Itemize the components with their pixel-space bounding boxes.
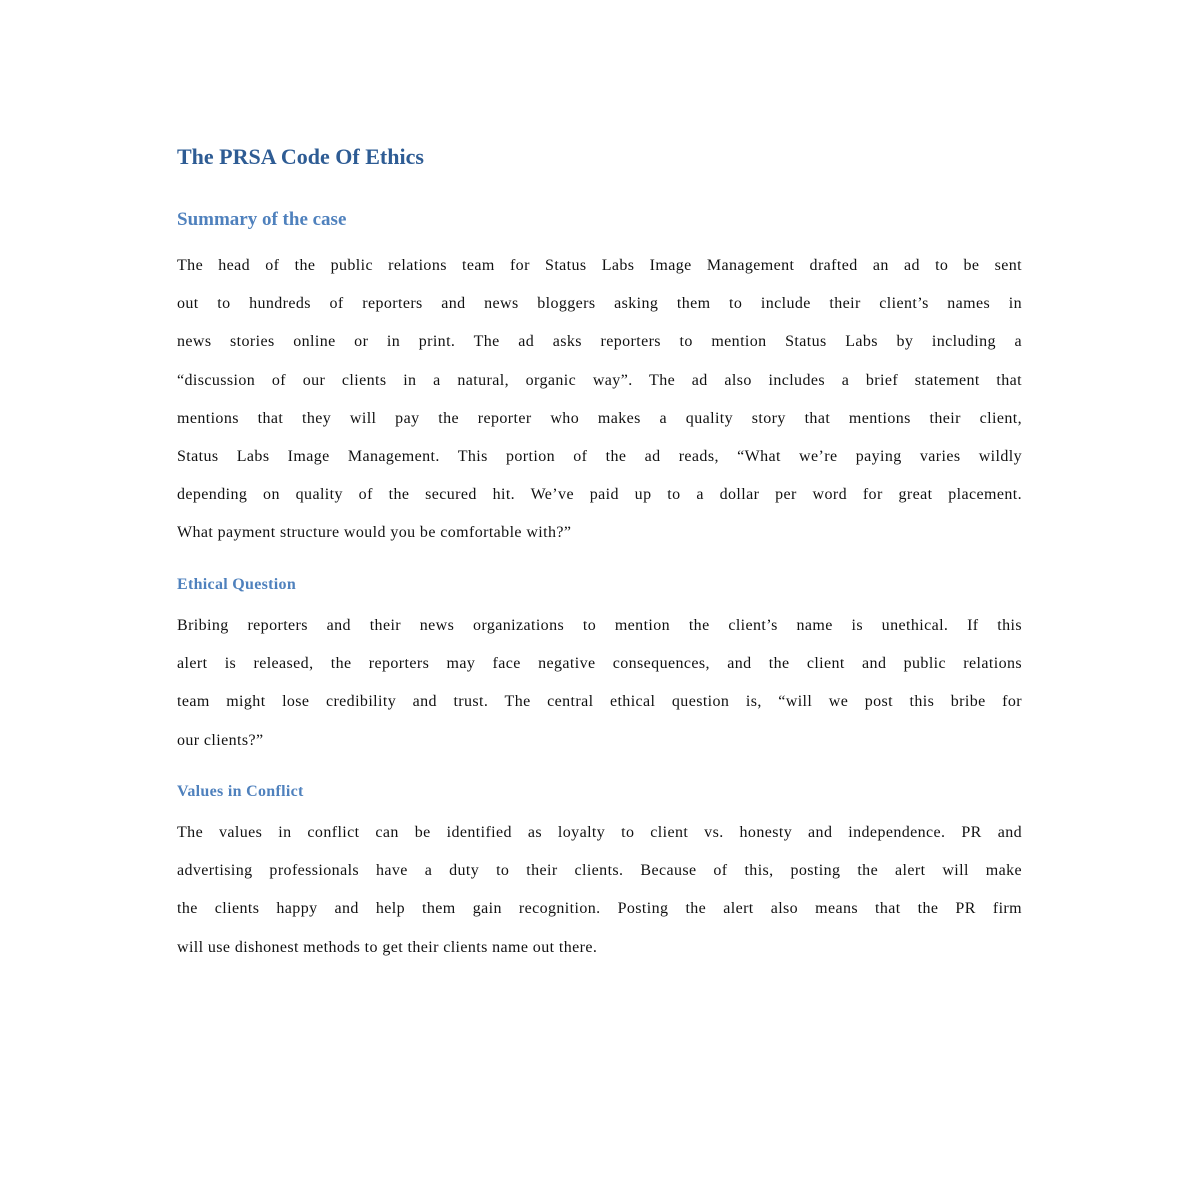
document-title: The PRSA Code Of Ethics: [177, 144, 424, 169]
section-heading-summary: Summary of the case: [177, 209, 347, 230]
text-line: Status Labs Image Management. This portion of the ad reads, “What we’re paying varies wildly: [177, 447, 1022, 465]
text-line: our clients?”: [177, 731, 264, 749]
text-line: will use dishonest methods to get their clients name out there.: [177, 938, 598, 956]
text-line: advertising professionals have a duty to their clients. Because of this, posting the alert will make: [177, 862, 1022, 880]
text-line: alert is released, the reporters may face negative consequences, and the client and public relations: [177, 655, 1022, 673]
paragraph-summary: [177, 255, 1022, 561]
text-line: team might lose credibility and trust. The central ethical question is, “will we post this bribe for: [177, 693, 1022, 711]
section-heading-values-in-conflict: Values in Conflict: [177, 783, 304, 800]
text-line: news stories online or in print. The ad asks reporters to mention Status Labs by including a: [177, 333, 1022, 351]
text-line: mentions that they will pay the reporter who makes a quality story that mentions their client,: [177, 409, 1022, 427]
text-line: depending on quality of the secured hit. We’ve paid up to a dollar per word for great placement.: [177, 486, 1022, 504]
paragraph-ethical-question: [177, 615, 1022, 768]
text-line: “discussion of our clients in a natural, organic way”. The ad also includes a brief statement that: [177, 371, 1022, 389]
paragraph-values-in-conflict: [177, 822, 1022, 975]
text-line: What payment structure would you be comfortable with?”: [177, 524, 572, 542]
text-line: The values in conflict can be identified as loyalty to client vs. honesty and independence. PR and: [177, 824, 1022, 841]
text-line: Bribing reporters and their news organizations to mention the client’s name is unethical. If this: [177, 617, 1022, 634]
text-line: The head of the public relations team for Status Labs Image Management drafted an ad to be sent: [177, 257, 1022, 274]
text-line: out to hundreds of reporters and news bloggers asking them to include their client’s names in: [177, 295, 1022, 313]
text-line: the clients happy and help them gain recognition. Posting the alert also means that the PR firm: [177, 900, 1022, 918]
section-heading-ethical-question: Ethical Question: [177, 576, 297, 593]
